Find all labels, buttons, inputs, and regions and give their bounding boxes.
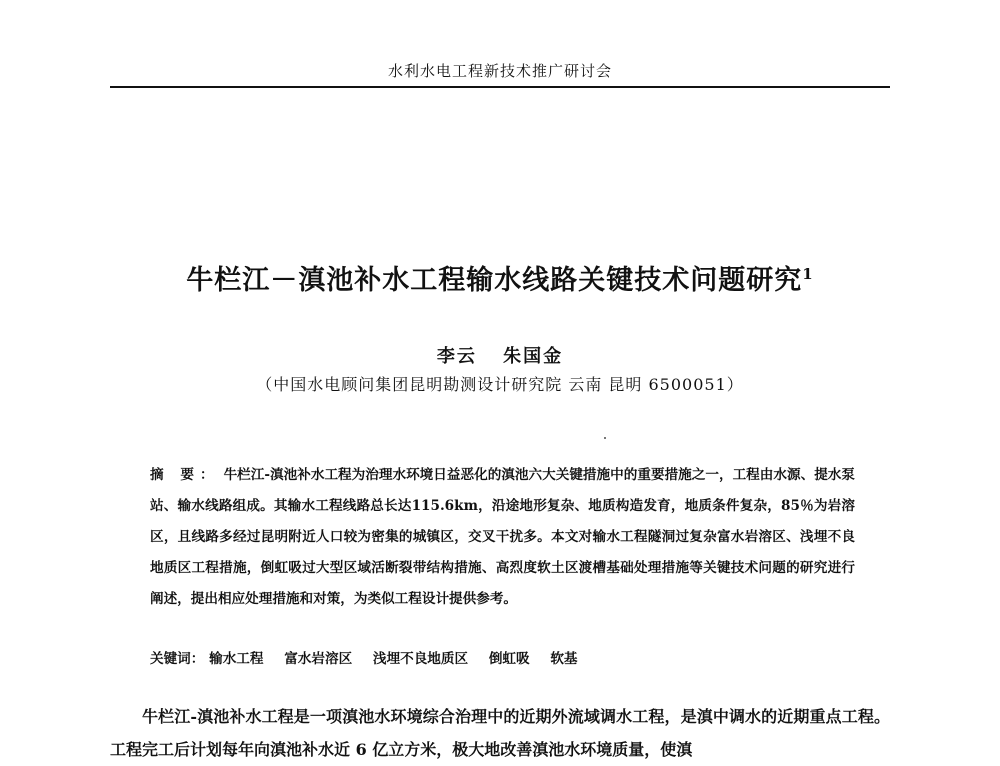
keywords-label: 关键词： [150,651,205,667]
title-footnote-marker: 1 [802,265,814,283]
keyword-item: 倒虹吸 [488,651,530,667]
scan-speck [604,437,606,439]
abstract-label: 摘 要： [150,467,220,483]
running-header: 水利水电工程新技术推广研讨会 [387,62,612,80]
abstract-text: 牛栏江-滇池补水工程为治理水环境日益恶化的滇池六大关键措施中的重要措施之一，工程由水源、提水泵站、输水线路组成。其输水工程线路总长达115.6km，沿途地形复杂、地质构造发育，地质条件复杂，85％为岩溶区，且线路多经过昆明附近人口较为密集的城镇区，交叉干扰多。本文对输水工程隧洞过复杂富水岩溶区、浅埋不良地质区工程措施，倒虹吸过大型区域活断裂带结构措施、高烈度软土区渡槽基础处理措施等关键技术问题的研究进行阐述，提出相应处理措施和对策，为类似工程设计提供参考。 [150,467,856,607]
keyword-item: 富水岩溶区 [284,651,353,667]
abstract [150,460,855,615]
body-paragraph: 牛栏江-滇池补水工程是一项滇池水环境综合治理中的近期外流域调水工程，是滇中调水的近期重点工程。工程完工后计划每年向滇池补水近 6 亿立方米，极大地改善滇池水环境质量，使滇 [110,707,890,759]
author-list: 李云 朱国金 [436,346,564,367]
keyword-item: 软基 [550,651,578,667]
paper-title [0,258,1000,297]
keyword-item: 浅埋不良地质区 [372,651,469,667]
author-affiliation: （中国水电顾问集团昆明勘测设计研究院 云南 昆明 6500051） [256,375,744,394]
keywords [150,647,855,667]
header-divider [110,86,890,88]
keyword-item: 输水工程 [209,651,264,667]
paper-title-text: 牛栏江－滇池补水工程输水线路关键技术问题研究 [186,265,803,296]
